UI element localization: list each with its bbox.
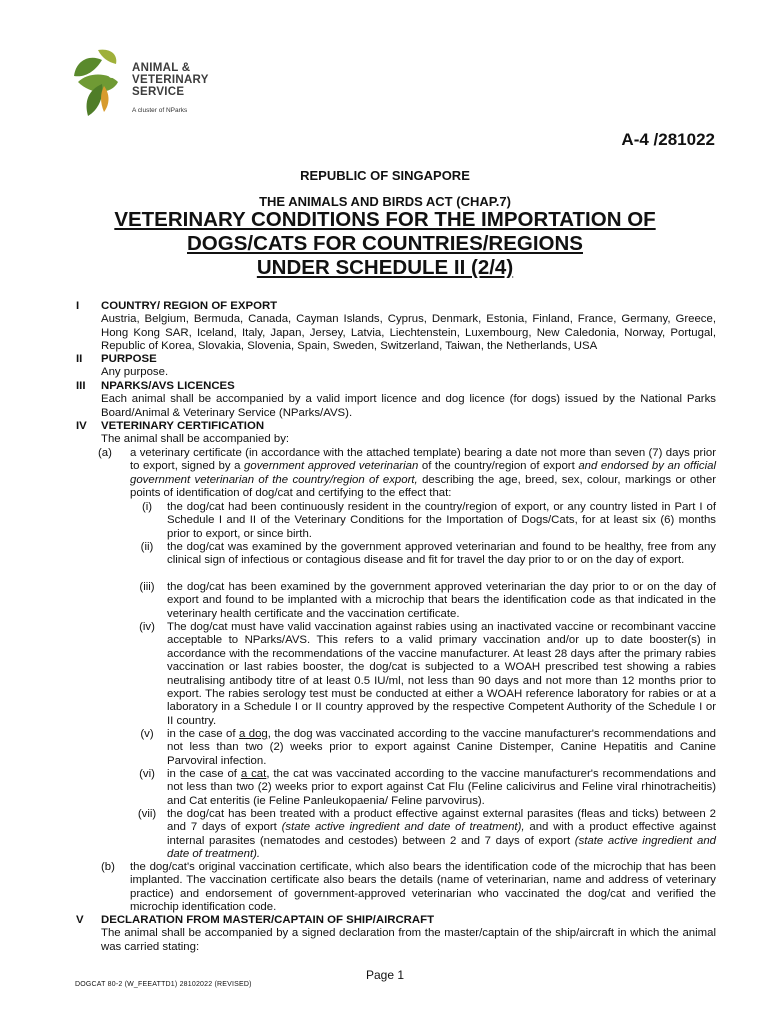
item-vii-number: (vii) <box>137 808 157 820</box>
item-v-underlined: a dog <box>238 728 268 740</box>
item-vii-italic-1: (state active ingredient and date of treatment), <box>281 821 525 834</box>
leaf-emblem-icon <box>68 46 130 122</box>
page-number: Page 1 <box>365 968 405 982</box>
section-3-text: Each animal shall be accompanied by a valid import licence and dog licence (for dogs) issued by the National Parks Board/Animal & Veterinary Service (NParks/AVS). <box>101 393 716 419</box>
section-2-text: Any purpose. <box>101 366 169 379</box>
item-vii-part-2: and with a product effective against internal parasites (nematodes and cestodes) between 2 and 7 days of export <box>167 821 716 847</box>
item-vi-underlined: a cat <box>240 768 267 780</box>
item-vii-italic-2: (state active ingredient and date of treatment). <box>167 834 716 861</box>
item-v-text <box>167 728 716 768</box>
section-1-heading: COUNTRY/ REGION OF EXPORT <box>101 300 278 312</box>
section-3-heading: NPARKS/AVS LICENCES <box>101 380 235 392</box>
avs-logo <box>68 46 228 122</box>
section-3-number: III <box>76 380 86 392</box>
logo-line-2: VETERINARY <box>132 74 209 86</box>
section-2-heading: PURPOSE <box>101 353 157 365</box>
item-iv-text: The dog/cat must have valid vaccination against rabies using an inactivated vaccine or recombinant vaccine acceptable to NParks/AVS. This refers to a valid primary vaccination and/or up to date booster(s) in accordance with the recommendations of the vaccine manufacturer. At least 28 days after the primary rabies vaccination or last rabies booster, the dog/cat is subjected to a WOAH prescribed test showing a rabies neutralising antibody titre of at least 0.5 IU/ml, not less than 90 days and not more than 12 months prior to export. The rabies serology test must be conducted at either a WOAH reference laboratory for rabies or at a laboratory in a Schedule I or II country approved by the respective Competent Authority of the Schedule I or II country. <box>167 621 716 727</box>
item-i-number: (i) <box>141 501 153 513</box>
item-iii-text: the dog/cat has been examined by the government approved veterinarian the day prior to or on the day of export and found to be implanted with a microchip that bears the identification code as that indicated in the veterinary health certificate and the vaccination certificate. <box>167 581 716 620</box>
title-line-3: UNDER SCHEDULE II (2/4) <box>256 256 514 279</box>
title-line-2: DOGS/CATS FOR COUNTRIES/REGIONS <box>187 232 583 255</box>
item-ii-number: (ii) <box>140 541 154 553</box>
title-line-1: VETERINARY CONDITIONS FOR THE IMPORTATION OF <box>114 208 656 231</box>
document-title <box>0 208 770 280</box>
clause-a-part-3: describing the age, breed, sex, colour, markings or other points of identification of dog/cat and certifying to the effect that: <box>130 473 716 500</box>
section-1-text: Austria, Belgium, Bermuda, Canada, Cayman Islands, Cyprus, Denmark, Estonia, Finland, France, Germany, Greece, Hong Kong SAR, Iceland, Italy, Japan, Jersey, Latvia, Liechtenstein, Luxembourg, New Caledonia, Norway, Portugal, Republic of Korea, Slovakia, Slovenia, Spain, Sweden, Switzerland, Taiwan, the Netherlands, USA <box>101 313 716 353</box>
item-vi-rest: , the cat was vaccinated according to the vaccine manufacturer's recommendations and not less than two (2) weeks prior to export against Cat Flu (Feline calicivirus and Feline viral rhinotracheitis) and Cat enteritis (ie Feline Panleukopaenia/ Feline parvovirus). <box>167 768 716 807</box>
item-vi-text <box>167 768 716 808</box>
item-v-prefix: in the case of <box>167 728 239 740</box>
item-v-number: (v) <box>140 728 154 740</box>
clause-a-italic-2: and endorsed by an official government veterinarian of the country/region of export, <box>130 460 717 486</box>
item-vi-number: (vi) <box>139 768 155 780</box>
footer-code: DOGCAT 80-2 (W_FEEATTD1) 28102022 (REVISED) <box>75 981 252 988</box>
section-3 <box>101 380 716 420</box>
section-5-number: V <box>76 914 84 926</box>
document-reference: A-4 /281022 <box>621 130 715 149</box>
section-5-heading: DECLARATION FROM MASTER/CAPTAIN OF SHIP/AIRCRAFT <box>101 914 435 926</box>
section-1 <box>101 300 716 354</box>
section-1-number: I <box>76 300 80 312</box>
section-2 <box>101 353 716 380</box>
section-5-text: The animal shall be accompanied by a signed declaration from the master/captain of the ship/aircraft in which the animal was carried stating: <box>101 927 716 953</box>
clause-a-label: (a) <box>98 447 112 459</box>
logo-line-1: ANIMAL & <box>132 62 191 74</box>
section-5 <box>101 914 716 954</box>
act-heading: THE ANIMALS AND BIRDS ACT (CHAP.7) <box>259 194 511 209</box>
republic-heading: REPUBLIC OF SINGAPORE <box>300 168 470 183</box>
item-vi-prefix: in the case of <box>167 768 241 780</box>
item-iv-number: (iv) <box>139 621 155 633</box>
section-4-intro: The animal shall be accompanied by: <box>101 433 290 446</box>
item-i-text: the dog/cat had been continuously resident in the country/region of export, or any country listed in Part I of Schedule I and II of the Veterinary Conditions for the Importation of Dogs/Cats, for at least six (6) months prior to export, or since birth. <box>167 501 716 540</box>
item-vii-part-1: the dog/cat has been treated with a product effective against external parasites (fleas and ticks) between 2 and 7 days of export <box>167 808 716 834</box>
logo-tagline: A cluster of NParks <box>132 107 188 114</box>
logo-line-3: SERVICE <box>132 86 185 98</box>
item-v-rest: , the dog was vaccinated according to the vaccine manufacturer's recommendations and not less than two (2) weeks prior to export against Canine Distemper, Canine Hepatitis and Canine Parvoviral infection. <box>167 728 716 767</box>
clause-b-text: the dog/cat's original vaccination certificate, which also bears the identification code of the microchip that has been implanted. The vaccination certificate also bears the details (name of veterinarian, name and address of veterinary practice) and endorsement of government-approved veterinarian who vaccinated the dog/cat and verified the microchip identification code. <box>130 861 716 914</box>
clause-a-part-1: a veterinary certificate (in accordance with the attached template) bearing a date not more than seven (7) days prior to export, signed by a <box>130 447 716 473</box>
clause-a-part-2: of the country/region of export <box>418 460 579 473</box>
section-4-number: IV <box>76 420 87 432</box>
section-4-heading: VETERINARY CERTIFICATION <box>101 420 265 432</box>
clause-a-text <box>130 447 716 501</box>
section-2-number: II <box>76 353 83 365</box>
item-vii-text <box>167 808 716 862</box>
item-ii-text: the dog/cat was examined by the government approved veterinarian and found to be healthy, free from any clinical sign of infectious or contagious disease and fit for travel the day prior to or on the day of export. <box>167 541 716 567</box>
clause-a-italic-1: government approved veterinarian <box>244 460 419 473</box>
clause-b-label: (b) <box>101 861 115 873</box>
item-iii-number: (iii) <box>139 581 155 593</box>
section-4 <box>101 420 716 447</box>
